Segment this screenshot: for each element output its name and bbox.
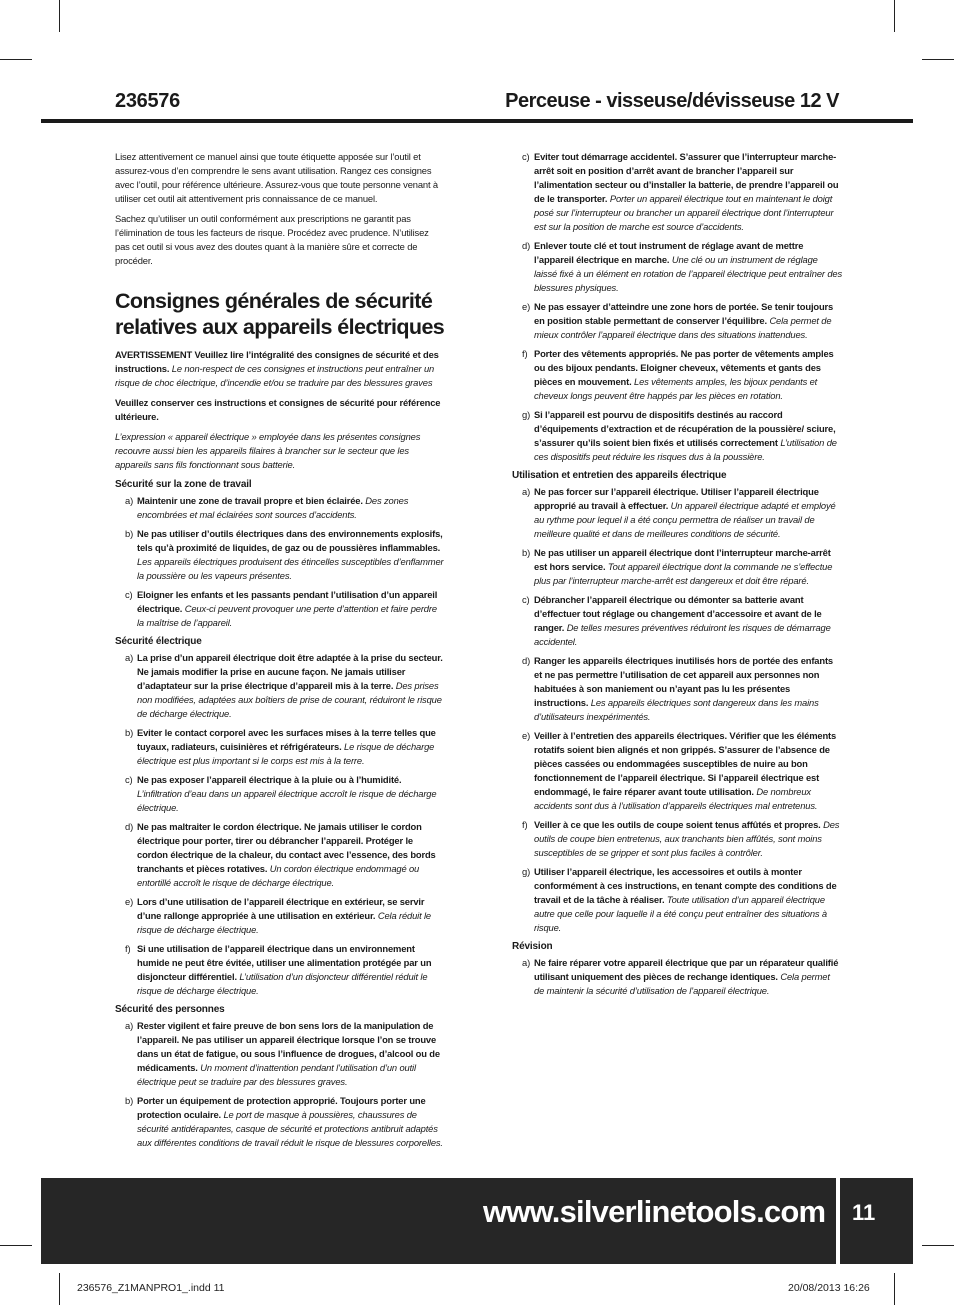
item-explanation: Cela permet de mieux contrôler l’appareil électrique dans des situations inattendues.	[534, 315, 832, 340]
item-letter: f)	[125, 943, 131, 954]
list-item	[115, 773, 445, 815]
item-instruction: Débrancher l’appareil électrique ou démonter sa batterie avant d’effectuer tout réglage ou changement d’accessoire et avant de le ranger.	[534, 594, 822, 633]
item-explanation: De nombreux accidents sont dus à l’utilisation d’appareils électriques mal entretenus.	[534, 786, 818, 811]
list	[115, 1019, 445, 1150]
item-instruction: Lors d’une utilisation de l’appareil électrique en extérieur, se servir d’une rallonge appropriée à une utilisation en extérieur.	[137, 896, 425, 921]
list-item	[115, 494, 445, 522]
list-item	[512, 729, 842, 813]
item-letter: e)	[522, 730, 531, 741]
list-item	[115, 588, 445, 630]
item-explanation: Le risque de décharge électrique est plus important si le corps est mis à la terre.	[137, 741, 435, 766]
crop-mark	[0, 59, 32, 60]
footer-divider	[836, 1178, 840, 1264]
list-item	[512, 956, 842, 998]
item-explanation: L’infiltration d’eau dans un appareil électrique accroît le risque de décharge électrique.	[137, 788, 437, 813]
item-instruction: Ne pas exposer l’appareil électrique à la pluie ou à l’humidité.	[137, 774, 402, 785]
item-explanation: Les appareils électriques sont dangereux dans les mains d’utilisateurs inexpérimentés.	[534, 697, 819, 722]
list	[115, 651, 445, 998]
crop-mark	[0, 1245, 32, 1246]
item-instruction: Eviter tout démarrage accidentel. S’assurer que l’interrupteur marche-arrêt soit en position d’arrêt avant de brancher l’appareil sur l’alimentation secteur ou d’installer la batterie, de prendre l’appareil ou de le transporter.	[534, 151, 839, 204]
item-letter: a)	[522, 486, 531, 497]
item-instruction: Veiller à ce que les outils de coupe soient tenus affûtés et propres.	[534, 819, 821, 830]
crop-mark	[922, 1245, 954, 1246]
list-item	[115, 1094, 445, 1150]
item-explanation: Un moment d’inattention pendant l’utilisation d’un outil électrique peut se traduire par des blessures graves.	[137, 1062, 416, 1087]
item-instruction: Eviter le contact corporel avec les surfaces mises à la terre telles que tuyaux, radiateurs, cuisinières et réfrigérateurs.	[137, 727, 436, 752]
item-instruction: Ne pas utiliser d’outils électriques dans des environnements explosifs, tels qu’à proximité de liquides, de gaz ou de poussières inflammables.	[137, 528, 443, 553]
item-letter: g)	[522, 866, 531, 877]
section-heading: Consignes générales de sécurité relatives aux appareils électriques	[115, 289, 445, 339]
item-letter: f)	[522, 819, 528, 830]
item-explanation: Tout appareil électrique dont la commande ne s’effectue plus par l’interrupteur marche-arrêt est dangereux et doit être réparé.	[534, 561, 833, 586]
crop-mark	[59, 0, 60, 32]
item-instruction: Ne pas forcer sur l’appareil électrique. Utiliser l’appareil électrique approprié au travail à effectuer.	[534, 486, 819, 511]
subsection-title: Utilisation et entretien des appareils électrique	[512, 470, 727, 481]
intro-paragraph: Lisez attentivement ce manuel ainsi que toute étiquette apposée sur l’outil et assurez-vous d’en comprendre le sens avant utilisation. Rangez ces consignes avec l’outil, pour référence ultérieure. Assurez-vous que toute personne venant à utiliser cet outil ait attentivement pris connaissance de ce manuel.	[115, 151, 438, 204]
list-item	[512, 485, 842, 541]
list-item	[512, 865, 842, 935]
warning-paragraph: AVERTISSEMENT Veuillez lire l’intégralité des consignes de sécurité et des instructions. Le non-respect de ces consignes et instructions peut entraîner un risque de choc électrique, d’incendie et/ou se traduire par des blessures graves	[115, 349, 439, 388]
item-instruction: Maintenir une zone de travail propre et bien éclairée.	[137, 495, 363, 506]
item-letter: a)	[125, 495, 134, 506]
list-item	[512, 300, 842, 342]
item-letter: c)	[522, 594, 530, 605]
subsection-title: Sécurité sur la zone de travail	[115, 479, 252, 490]
item-letter: a)	[125, 1020, 134, 1031]
page-number: 11	[852, 1200, 876, 1225]
list-item	[512, 347, 842, 403]
page-header	[41, 80, 913, 120]
item-letter: c)	[522, 151, 530, 162]
crop-mark	[59, 1273, 60, 1305]
item-explanation: Toute utilisation d’un appareil électrique autre que celle pour laquelle il a été conçu peut entraîner des situations à risque.	[534, 894, 827, 933]
item-letter: d)	[522, 655, 531, 666]
crop-mark	[894, 1273, 895, 1305]
list-item	[512, 408, 842, 464]
slug-filename: 236576_Z1MANPRO1_.indd 11	[77, 1282, 225, 1294]
item-explanation: Un appareil électrique adapté et employé au rythme pour lequel il a été conçu permettra de réaliser un travail de meilleure qualité et dans de meilleures conditions de sécurité.	[534, 500, 836, 539]
item-explanation: Des prises non modifiées, adaptées aux boîtiers de prise de courant, réduiront le risque de décharge électrique.	[137, 680, 442, 719]
list-item	[115, 651, 445, 721]
item-letter: b)	[522, 547, 531, 558]
list	[512, 485, 842, 935]
item-explanation: Des outils de coupe bien entretenus, aux tranchants bien affûtés, sont moins susceptibles de se gripper et sont plus faciles à contrôler.	[534, 819, 840, 858]
item-instruction: Enlever toute clé et tout instrument de réglage avant de mettre l’appareil électrique en marche.	[534, 240, 804, 265]
item-explanation: Porter un appareil électrique tout en maintenant le doigt posé sur l’interrupteur ou brancher un appareil électrique dont l’interrupteur est sur la position de marche est source d’accidents.	[534, 193, 834, 232]
list-item	[512, 818, 842, 860]
list-item	[115, 942, 445, 998]
item-explanation: L’utilisation de ces dispositifs peut réduire les risques dus à la poussière.	[534, 437, 837, 462]
item-instruction: Si une utilisation de l’appareil électrique dans un environnement humide ne peut être évitée, utiliser une alimentation protégée par un disjoncteur différentiel.	[137, 943, 432, 982]
list-item	[115, 1019, 445, 1089]
item-letter: b)	[125, 528, 134, 539]
item-instruction: Ne pas utiliser un appareil électrique dont l’interrupteur marche-arrêt est hors service.	[534, 547, 831, 572]
crop-mark	[894, 0, 895, 32]
item-instruction: Ranger les appareils électriques inutilisés hors de portée des enfants et ne pas permettre l’utilisation de cet appareil aux personnes non habituées à son maniement ou n’ayant pas lu les présentes instructions.	[534, 655, 833, 708]
product-code: 236576	[115, 90, 180, 112]
item-instruction: Porter un équipement de protection approprié. Toujours porter une protection oculaire.	[137, 1095, 426, 1120]
item-instruction: Veiller à l’entretien des appareils électriques. Vérifier que les éléments rotatifs soient bien alignés et non grippés. S’assurer de l’absence de pièces cassées ou endommagées susceptibles de nuire au bon fonctionnement de l’appareil électrique. Si l’appareil électrique est endommagé, le faire réparer avant toute utilisation.	[534, 730, 837, 797]
item-explanation: Des zones encombrées et mal éclairées sont sources d’accidents.	[137, 495, 409, 520]
subsection-title: Sécurité électrique	[115, 636, 202, 647]
item-letter: e)	[125, 896, 134, 907]
item-instruction: Ne pas maltraiter le cordon électrique. Ne jamais utiliser le cordon électrique pour porter, tirer ou débrancher l’appareil. Protéger le cordon électrique de la chaleur, du contact avec l’essence, des bords tranchants et pièces rotatives.	[137, 821, 436, 874]
item-letter: c)	[125, 589, 133, 600]
item-instruction: Ne faire réparer votre appareil électrique que par un réparateur qualifié utilisant uniquement des pièces de rechange identiques.	[534, 957, 839, 982]
item-instruction: Porter des vêtements appropriés. Ne pas porter de vêtements amples ou des bijoux pendants. Eloigner cheveux, vêtements et gants des pièces en mouvement.	[534, 348, 834, 387]
subsection-title: Sécurité des personnes	[115, 1004, 225, 1015]
keep-paragraph: Veuillez conserver ces instructions et consignes de sécurité pour référence ultérieure.	[115, 397, 441, 422]
list-item	[512, 239, 842, 295]
footer-url[interactable]: www.silverlinetools.com	[483, 1194, 826, 1229]
item-letter: b)	[125, 727, 134, 738]
header-rule	[41, 119, 913, 123]
item-explanation: Les vêtements amples, les bijoux pendants et cheveux longs peuvent être happés par les pièces en rotation.	[534, 376, 818, 401]
definition-paragraph: L’expression « appareil électrique » employée dans les présentes consignes recouvre aussi bien les appareils filaires à brancher sur le secteur que les appareils sans fils fonctionnant sous batterie.	[115, 431, 421, 470]
list-item	[115, 895, 445, 937]
item-letter: e)	[522, 301, 531, 312]
item-letter: f)	[522, 348, 528, 359]
page-title: Perceuse - visseuse/dévisseuse 12 V	[505, 90, 839, 112]
item-letter: d)	[522, 240, 531, 251]
item-explanation: Le port de masque à poussières, chaussures de sécurité antidérapantes, casque de sécurité et protections antibruit adaptés aux différentes conditions de travail réduit le risque de blessures corporelles.	[137, 1109, 443, 1148]
item-instruction: Rester vigilent et faire preuve de bon sens lors de la manipulation de l’appareil. Ne pas utiliser un appareil électrique lorsque l’on se trouve dans un état de fatigue, ou sous l’influence de drogues, d’alcool ou de médicaments.	[137, 1020, 440, 1073]
right-column	[512, 150, 842, 1003]
item-letter: d)	[125, 821, 134, 832]
item-letter: a)	[125, 652, 134, 663]
item-letter: b)	[125, 1095, 134, 1106]
intro-paragraph: Sachez qu’utiliser un outil conformément aux prescriptions ne garantit pas l’élimination de tous les facteurs de risque. Procédez avec prudence. N’utilisez pas cet outil si vous avez des doutes quant à la manière sûre et correcte de procéder.	[115, 213, 429, 266]
item-letter: c)	[125, 774, 133, 785]
item-explanation: L’utilisation d’un disjoncteur différentiel réduit le risque de décharge électrique.	[137, 971, 428, 996]
item-explanation: Cela réduit le risque de décharge électrique.	[137, 910, 431, 935]
item-instruction: La prise d’un appareil électrique doit être adaptée à la prise du secteur. Ne jamais modifier la prise en aucune façon. Ne jamais utiliser d’adaptateur sur la prise électrique d’appareil mis à la terre.	[137, 652, 443, 691]
list	[115, 494, 445, 630]
item-letter: g)	[522, 409, 531, 420]
list-item	[512, 546, 842, 588]
item-explanation: Une clé ou un instrument de réglage laissé fixé à un élément en rotation de l’appareil électrique peut entraîner des blessures physiques.	[534, 254, 842, 293]
left-column	[115, 150, 445, 1155]
item-instruction: Ne pas essayer d’atteindre une zone hors de portée. Se tenir toujours en position stable permettant de conserver l’équilibre.	[534, 301, 834, 326]
item-explanation: Cela permet de maintenir la sécurité d’utilisation de l’appareil électrique.	[534, 971, 830, 996]
slug-date: 20/08/2013 16:26	[788, 1282, 870, 1294]
list-item	[512, 654, 842, 724]
list-item	[115, 527, 445, 583]
item-explanation: Les appareils électriques produisent des étincelles susceptibles d’enflammer la poussière ou les vapeurs présentes.	[137, 556, 444, 581]
list-item	[512, 150, 842, 234]
subsection-title: Révision	[512, 941, 553, 952]
list-item	[115, 726, 445, 768]
item-explanation: De telles mesures préventives réduiront les risques de démarrage accidentel.	[534, 622, 831, 647]
item-explanation: Ceux-ci peuvent provoquer une perte d’attention et faire perdre la maîtrise de l’appareil.	[137, 603, 437, 628]
item-letter: a)	[522, 957, 531, 968]
item-explanation: Un cordon électrique endommagé ou entortillé accroît le risque de décharge électrique.	[137, 863, 420, 888]
list	[512, 956, 842, 998]
list-item	[512, 593, 842, 649]
item-instruction: Si l’appareil est pourvu de dispositifs destinés au raccord d’équipements d’extraction et de récupération de la poussière/ sciure, s’assurer qu’ils soient bien fixés et utilisés correctement	[534, 409, 836, 448]
list	[512, 150, 842, 464]
item-instruction: Eloigner les enfants et les passants pendant l’utilisation d’un appareil électrique.	[137, 589, 438, 614]
crop-mark	[922, 59, 954, 60]
list-item	[115, 820, 445, 890]
item-instruction: Utiliser l’appareil électrique, les accessoires et outils à monter conformément à ces instructions, en tenant compte des conditions de travail et de la tâche à réaliser.	[534, 866, 837, 905]
